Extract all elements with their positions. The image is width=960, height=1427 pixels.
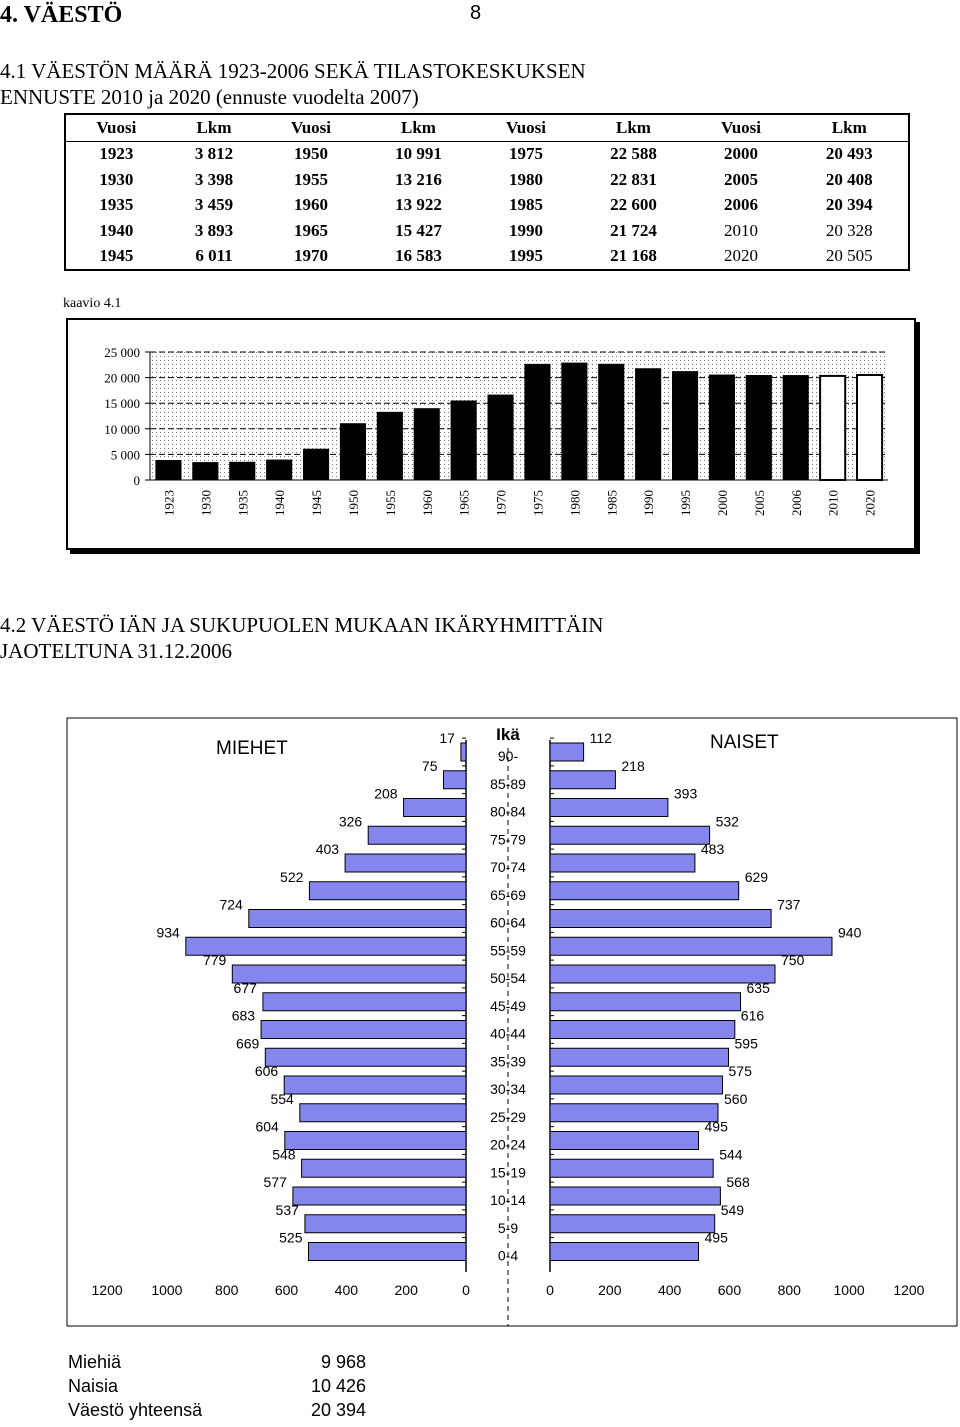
- chart-caption: kaavio 4.1: [63, 296, 122, 311]
- totals-row-men: [68, 1352, 366, 1376]
- x-tick-label-women: 1000: [833, 1282, 865, 1298]
- women-value-label: 112: [589, 730, 612, 746]
- section-4-2-title-line2: JAOTELTUNA 31.12.2006: [0, 639, 232, 663]
- table-cell: 1965: [294, 220, 328, 240]
- age-group-label: 25-29: [490, 1108, 526, 1125]
- women-value-label: 575: [728, 1063, 752, 1079]
- totals-row-total: [68, 1400, 366, 1424]
- y-tick-label: 0: [133, 473, 140, 488]
- x-tick-label-men: 1200: [91, 1282, 123, 1298]
- age-group-label: 5-9: [497, 1219, 519, 1236]
- women-value-label: 532: [715, 813, 739, 830]
- age-group-label: 10-14: [490, 1192, 526, 1208]
- men-bar: [300, 1104, 466, 1122]
- section-4-1-title-line2: ENNUSTE 2010 ja 2020 (ennuste vuodelta 2007): [0, 85, 419, 109]
- x-tick-label: 1970: [493, 490, 509, 516]
- men-value-label: 403: [315, 841, 340, 857]
- men-bar: [265, 1048, 466, 1066]
- chapter-heading: 4. VÄESTÖ: [0, 2, 123, 28]
- x-tick-label: 1940: [272, 490, 288, 516]
- series-label-women: NAISET: [710, 732, 779, 753]
- x-tick-label: 1930: [198, 490, 214, 516]
- table-cell: 1970: [294, 246, 328, 266]
- y-tick-label: 25 000: [104, 345, 140, 360]
- x-tick-label: 1980: [567, 490, 583, 516]
- men-value-label: 208: [374, 785, 398, 802]
- men-value-label: 779: [202, 952, 227, 968]
- table-header-cell: Lkm: [791, 114, 909, 141]
- men-bar: [305, 1215, 466, 1233]
- age-group-label: 55-59: [490, 942, 526, 959]
- table-cell: 20 328: [825, 220, 873, 240]
- table-cell: 3 893: [194, 220, 234, 240]
- women-bar: [550, 1021, 735, 1039]
- men-value-label: 577: [263, 1174, 287, 1190]
- men-value-label: 326: [338, 813, 363, 830]
- age-group-label: 45-49: [490, 997, 526, 1014]
- x-tick-label: 2005: [751, 490, 767, 516]
- series-label-men: MIEHET: [216, 738, 288, 759]
- women-value-label: 549: [720, 1201, 745, 1218]
- table-cell: 1980: [509, 169, 543, 189]
- women-value-label: 750: [781, 952, 805, 968]
- men-value-label: 606: [254, 1063, 279, 1079]
- men-bar: [186, 937, 466, 955]
- women-value-label: 495: [704, 1229, 728, 1246]
- women-bar: [550, 882, 739, 900]
- women-bar: [550, 1048, 729, 1066]
- table-cell: 1975: [509, 144, 543, 164]
- table-header-cell: Lkm: [167, 114, 262, 141]
- y-tick-label: 15 000: [104, 396, 140, 412]
- age-group-label: 40-44: [490, 1025, 526, 1042]
- table-cell: 21 724: [610, 220, 657, 240]
- men-bar: [263, 993, 466, 1011]
- table-header-cell: Lkm: [361, 114, 477, 141]
- women-bar: [550, 799, 668, 817]
- x-tick-label: 1985: [604, 490, 620, 516]
- men-bar: [461, 743, 466, 761]
- table-cell: 1990: [509, 220, 543, 240]
- men-value-label: 522: [280, 868, 304, 885]
- women-bar: [550, 1159, 713, 1177]
- table-cell: 1995: [509, 246, 543, 266]
- table-cell: 2020: [724, 246, 758, 266]
- table-cell: 22 588: [610, 144, 657, 164]
- table-cell: 6 011: [195, 246, 233, 266]
- x-tick-label: 1923: [161, 490, 177, 516]
- table-header-cell: Lkm: [576, 114, 692, 141]
- men-bar: [285, 1132, 466, 1150]
- men-value-label: 724: [219, 896, 243, 913]
- x-tick-label: 1965: [456, 490, 472, 516]
- table-cell: 16 583: [395, 246, 442, 266]
- age-group-label: 0-4: [497, 1247, 519, 1264]
- totals-block: [68, 1352, 366, 1424]
- table-cell: 3 398: [194, 169, 234, 189]
- x-tick-label: 2020: [862, 490, 878, 516]
- x-tick-label-men: 200: [394, 1282, 418, 1298]
- table-cell: 20 493: [825, 144, 873, 164]
- men-value-label: 554: [270, 1090, 294, 1107]
- women-value-label: 737: [777, 896, 801, 913]
- men-value-label: 683: [231, 1007, 256, 1024]
- table-cell: 1945: [99, 246, 134, 266]
- x-tick-label-men: 400: [334, 1282, 359, 1298]
- table-cell: 22 600: [610, 195, 657, 215]
- women-bar: [550, 965, 775, 983]
- x-tick-label-women: 0: [546, 1282, 554, 1298]
- women-value-label: 495: [704, 1118, 728, 1135]
- table-cell: 10 991: [395, 144, 442, 164]
- table-cell: 1935: [99, 195, 134, 215]
- women-bar: [550, 1243, 699, 1261]
- men-value-label: 17: [439, 730, 455, 746]
- age-group-label: 75-79: [490, 831, 526, 848]
- x-tick-label: 1950: [345, 490, 361, 516]
- women-bar: [550, 826, 710, 844]
- women-value-label: 544: [719, 1146, 743, 1163]
- women-value-label: 568: [726, 1174, 750, 1190]
- x-tick-label: 1945: [309, 490, 325, 516]
- men-bar: [444, 771, 467, 789]
- men-value-label: 677: [233, 979, 257, 996]
- men-bar: [232, 965, 466, 983]
- men-bar: [368, 826, 466, 844]
- men-value-label: 548: [272, 1146, 296, 1163]
- women-bar: [550, 743, 584, 761]
- table-header-cell: Vuosi: [476, 114, 575, 141]
- men-value-label: 604: [255, 1118, 279, 1135]
- table-cell: 1960: [294, 195, 328, 215]
- men-bar: [284, 1076, 466, 1094]
- age-axis-title: Ikä: [496, 725, 520, 744]
- table-cell: 1923: [99, 144, 134, 164]
- women-bar: [550, 1187, 720, 1205]
- women-value-label: 940: [838, 924, 862, 941]
- men-value-label: 669: [235, 1035, 260, 1052]
- totals-row-women: [68, 1376, 366, 1400]
- table-cell: 13 922: [395, 195, 442, 215]
- men-bar: [404, 799, 466, 817]
- totals-label-men: Miehiä: [68, 1352, 122, 1372]
- table-header-cell: Vuosi: [691, 114, 790, 141]
- totals-label-total: Väestö yhteensä: [68, 1400, 203, 1420]
- section-4-2-title-line1: 4.2 VÄESTÖ IÄN JA SUKUPUOLEN MUKAAN IKÄRYHMITTÄIN: [0, 613, 604, 637]
- table-cell: 3 459: [194, 195, 234, 215]
- women-bar: [550, 910, 771, 928]
- women-bar: [550, 1132, 699, 1150]
- women-value-label: 483: [700, 841, 725, 857]
- totals-value-total: 20 394: [310, 1400, 366, 1420]
- women-value-label: 616: [740, 1007, 765, 1024]
- men-bar: [345, 854, 466, 872]
- men-value-label: 525: [279, 1229, 303, 1246]
- women-bar: [550, 854, 695, 872]
- table-cell: 20 394: [825, 195, 873, 215]
- table-cell: 2000: [724, 144, 758, 164]
- x-tick-label: 1955: [382, 490, 398, 516]
- x-tick-label-women: 600: [717, 1282, 742, 1298]
- age-group-label: 90-: [497, 748, 519, 764]
- x-tick-label-women: 800: [777, 1282, 801, 1298]
- women-value-label: 560: [724, 1090, 748, 1107]
- table-header-cell: Vuosi: [65, 114, 167, 141]
- men-bar: [309, 1243, 467, 1261]
- men-bar: [293, 1187, 466, 1205]
- table-cell: 2010: [724, 220, 758, 240]
- men-bar: [261, 1021, 466, 1039]
- age-group-label: 30-34: [490, 1081, 526, 1097]
- women-bar: [550, 771, 615, 789]
- men-bar: [249, 910, 466, 928]
- x-tick-label: 2010: [825, 490, 841, 516]
- table-cell: 15 427: [395, 220, 442, 240]
- women-value-label: 595: [734, 1035, 758, 1052]
- age-group-label: 15-19: [490, 1164, 526, 1181]
- table-cell: 21 168: [610, 246, 657, 266]
- table-cell: 1985: [509, 195, 543, 215]
- women-bar: [550, 1215, 715, 1233]
- x-tick-label: 2006: [788, 490, 804, 516]
- women-bar: [550, 1076, 723, 1094]
- x-tick-label-men: 0: [462, 1282, 470, 1298]
- x-tick-label-women: 1200: [893, 1282, 925, 1298]
- x-tick-label-men: 600: [274, 1282, 299, 1298]
- men-value-label: 537: [275, 1201, 299, 1218]
- age-group-label: 80-84: [490, 803, 526, 820]
- x-tick-label: 1935: [235, 490, 251, 516]
- age-group-label: 70-74: [490, 859, 526, 875]
- y-tick-label: 10 000: [104, 421, 140, 437]
- men-bar: [309, 882, 466, 900]
- table-cell: 1940: [99, 220, 134, 240]
- totals-value-men: 9 968: [320, 1352, 366, 1372]
- women-bar: [550, 993, 741, 1011]
- x-tick-label: 2000: [714, 490, 730, 516]
- x-tick-label: 1990: [641, 490, 657, 516]
- table-cell: 20 408: [825, 169, 873, 189]
- table-cell: 20 505: [825, 246, 873, 266]
- table-cell: 13 216: [395, 169, 442, 189]
- table-cell: 1930: [99, 169, 134, 189]
- age-group-label: 20-24: [490, 1136, 526, 1153]
- x-tick-label: 1995: [678, 490, 694, 516]
- x-tick-label-women: 400: [657, 1282, 682, 1298]
- age-group-label: 65-69: [490, 886, 526, 903]
- women-bar: [550, 1104, 718, 1122]
- age-group-label: 50-54: [490, 970, 526, 986]
- totals-label-women: Naisia: [68, 1376, 119, 1396]
- table-cell: 2006: [724, 195, 758, 215]
- section-4-1-title-line1: 4.1 VÄESTÖN MÄÄRÄ 1923-2006 SEKÄ TILASTOKESKUKSEN: [0, 59, 586, 83]
- men-value-label: 75: [421, 757, 438, 774]
- x-tick-label-men: 800: [215, 1282, 239, 1298]
- y-tick-label: 5 000: [110, 447, 140, 463]
- table-header-cell: Vuosi: [261, 114, 360, 141]
- women-value-label: 635: [746, 979, 770, 996]
- table-cell: 1950: [294, 144, 328, 164]
- women-value-label: 218: [621, 757, 645, 774]
- page-number: 8: [470, 2, 482, 24]
- table-cell: 1955: [294, 169, 328, 189]
- table-cell: 2005: [724, 169, 758, 189]
- women-value-label: 393: [673, 785, 698, 802]
- age-group-label: 60-64: [490, 914, 526, 931]
- table-cell: 3 812: [194, 144, 234, 164]
- women-value-label: 629: [744, 868, 769, 885]
- x-tick-label: 1960: [419, 490, 435, 516]
- men-value-label: 934: [156, 924, 180, 941]
- x-tick-label-men: 1000: [151, 1282, 183, 1298]
- age-group-label: 85-89: [490, 775, 526, 792]
- men-bar: [302, 1159, 466, 1177]
- x-tick-label-women: 200: [598, 1282, 622, 1298]
- x-tick-label: 1975: [530, 490, 546, 516]
- y-tick-label: 20 000: [104, 370, 140, 386]
- totals-value-women: 10 426: [310, 1376, 366, 1396]
- age-group-label: 35-39: [490, 1053, 526, 1070]
- table-cell: 22 831: [610, 169, 657, 189]
